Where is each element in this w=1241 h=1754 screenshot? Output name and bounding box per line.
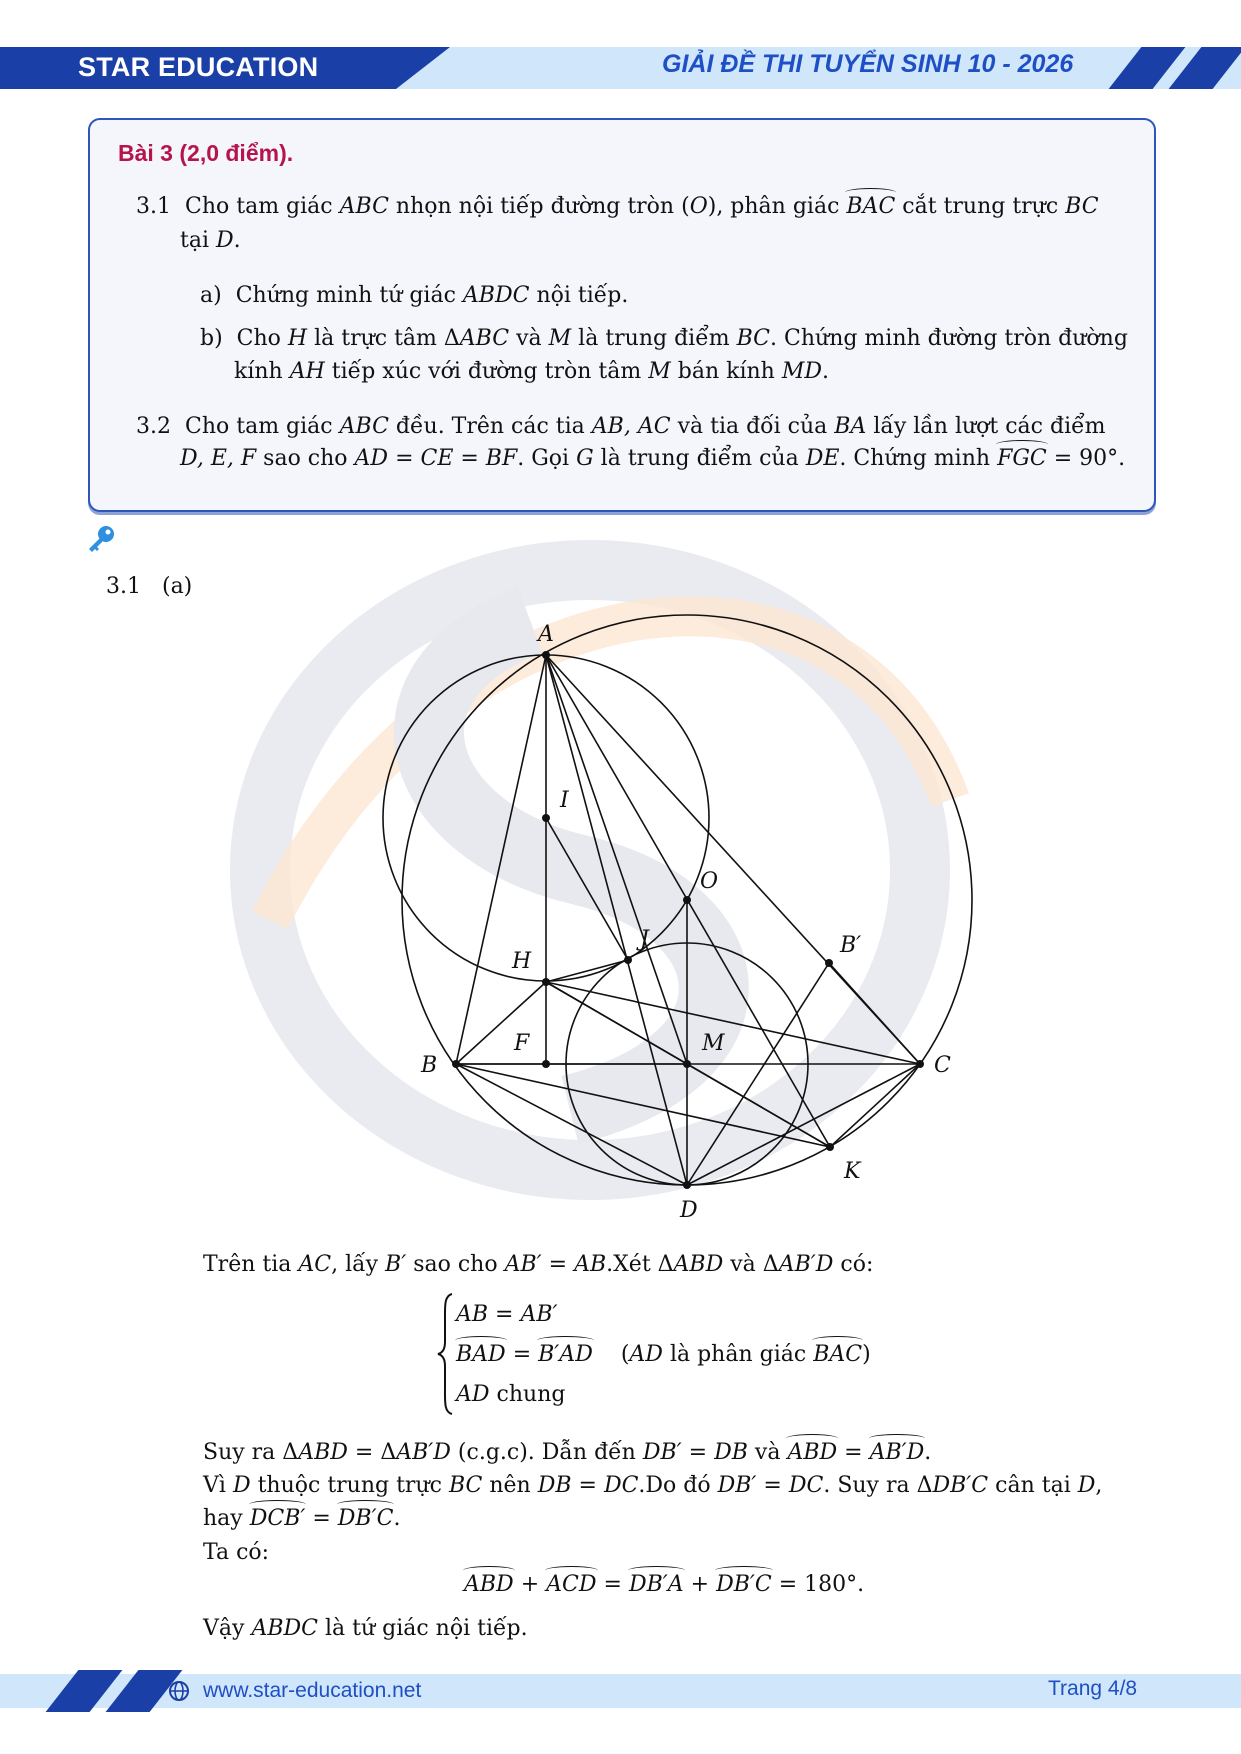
footer-website-link[interactable]: www.star-education.net: [203, 1679, 422, 1702]
label-m: M: [702, 1031, 725, 1056]
solution-line-4: hay DCB′ = DB′C.: [203, 1506, 401, 1531]
label-k: K: [844, 1159, 861, 1184]
problem-title: Bài 3 (2,0 điểm).: [118, 140, 294, 166]
label-i: I: [560, 788, 569, 813]
brand-name: STAR EDUCATION: [78, 52, 319, 82]
label-h: H: [512, 949, 532, 974]
problem-3-1-line2: tại D.: [180, 228, 241, 253]
angle-sum-equation: ABD + ACD = DB′A + DB′C = 180°.: [464, 1572, 865, 1597]
solution-line-5: Ta có:: [203, 1540, 270, 1565]
globe-icon: [168, 1680, 190, 1702]
problem-part-b-line1: b) Cho H là trực tâm ΔABC và M là trung điểm BC. Chứng minh đường tròn đường: [200, 326, 1128, 351]
solution-conclusion: Vậy ABDC là tứ giác nội tiếp.: [203, 1616, 528, 1641]
system-eq-2: BAD = B′AD (AD là phân giác BAC): [456, 1342, 871, 1367]
label-j: J: [640, 927, 649, 952]
label-a: A: [538, 622, 554, 647]
system-brace: [436, 1292, 456, 1416]
system-eq-3: AD chung: [456, 1382, 566, 1407]
solution-line-2: Suy ra ΔABD = ΔAB′D (c.g.c). Dẫn đến DB′ = DB và ABD = AB′D.: [203, 1440, 932, 1465]
label-f: F: [514, 1031, 530, 1056]
solution-heading: 3.1 (a): [106, 574, 193, 599]
label-d: D: [680, 1198, 698, 1223]
label-c: C: [934, 1053, 951, 1078]
problem-3-2-line2: D, E, F sao cho AD = CE = BF. Gọi G là trung điểm của DE. Chứng minh FGC = 90°.: [180, 446, 1126, 471]
system-eq-1: AB = AB′: [456, 1302, 558, 1327]
solution-line-3: Vì D thuộc trung trực BC nên DB = DC.Do đó DB′ = DC. Suy ra ΔDB′C cân tại D,: [203, 1473, 1103, 1498]
problem-3-1-line1: 3.1 Cho tam giác ABC nhọn nội tiếp đường tròn (O), phân giác BAC cắt trung trực BC: [136, 194, 1099, 219]
page-number: Trang 4/8: [1048, 1677, 1138, 1700]
problem-part-b-line2: kính AH tiếp xúc với đường tròn tâm M bán kính MD.: [234, 359, 829, 384]
label-b: B: [421, 1053, 438, 1078]
label-o: O: [700, 869, 719, 894]
solution-line-1: Trên tia AC, lấy B′ sao cho AB′ = AB.Xét ΔABD và ΔAB′D có:: [203, 1252, 874, 1277]
label-b-prime: B′: [840, 933, 862, 958]
problem-part-a: a) Chứng minh tứ giác ABDC nội tiếp.: [200, 283, 629, 308]
problem-3-2-line1: 3.2 Cho tam giác ABC đều. Trên các tia AB, AC và tia đối của BA lấy lần lượt các điểm: [136, 414, 1106, 439]
exam-title: GIẢI ĐỀ THI TUYỂN SINH 10 - 2026: [662, 50, 1074, 78]
